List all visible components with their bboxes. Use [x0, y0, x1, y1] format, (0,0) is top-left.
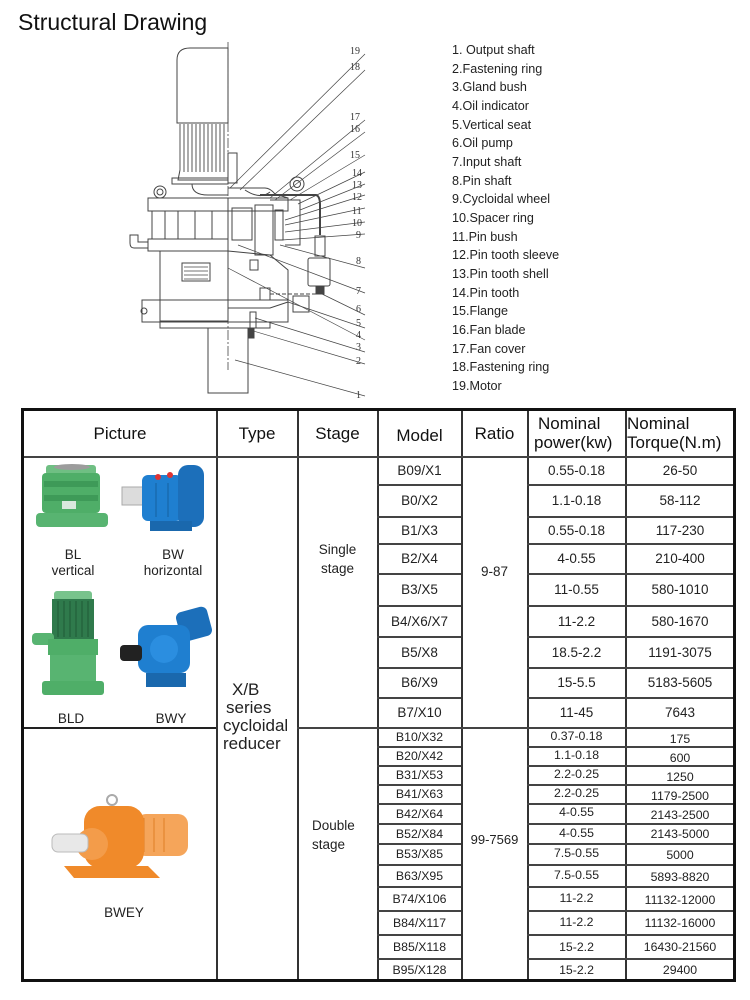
svg-text:3: 3 — [356, 342, 361, 353]
header-type: Type — [238, 423, 276, 443]
model-cell: B0/X2 — [401, 493, 438, 508]
header-ratio: Ratio — [474, 423, 515, 443]
power-cell: 7.5-0.55 — [553, 846, 600, 860]
bld-reducer-image — [28, 589, 108, 707]
svg-text:9: 9 — [356, 230, 361, 241]
svg-text:12: 12 — [352, 192, 362, 203]
page-title: Structural Drawing — [18, 9, 208, 35]
svg-text:13: 13 — [352, 180, 362, 191]
ratio-double: 99-7569 — [470, 831, 519, 847]
model-cell: B53/X85 — [395, 847, 444, 861]
torque-cell: 26-50 — [662, 462, 698, 478]
model-cell: B3/X5 — [401, 582, 438, 597]
bwey-reducer-image — [44, 786, 204, 896]
torque-cell: 600 — [669, 751, 691, 765]
bl-label: BL vertical — [51, 547, 95, 578]
model-cell: B4/X6/X7 — [390, 613, 449, 629]
torque-cell: 1250 — [666, 770, 694, 784]
torque-cell: 1179-2500 — [651, 789, 709, 803]
torque-cell: 58-112 — [659, 493, 701, 508]
svg-text:6: 6 — [356, 304, 361, 315]
power-cell: 1.1-0.18 — [551, 493, 602, 508]
part-item: 19.Motor — [452, 378, 502, 393]
model-cell: B20/X42 — [395, 749, 444, 763]
model-cell: B5/X8 — [401, 644, 438, 660]
part-item: 10.Spacer ring — [452, 210, 534, 225]
svg-text:15: 15 — [350, 150, 360, 161]
part-item: 18.Fastening ring — [452, 360, 550, 375]
part-item: 1. Output shaft — [452, 43, 535, 57]
model-cell: B84/X117 — [392, 915, 447, 930]
svg-text:10: 10 — [352, 218, 362, 229]
bld-label: BLD — [57, 711, 85, 726]
svg-text:8: 8 — [356, 256, 361, 267]
power-cell: 0.55-0.18 — [547, 522, 606, 538]
power-cell: 4-0.55 — [557, 551, 596, 566]
stage-double: Double stage — [312, 818, 355, 852]
power-cell: 15-5.5 — [557, 675, 596, 690]
power-cell: 4-0.55 — [559, 826, 594, 840]
svg-text:4: 4 — [356, 330, 361, 341]
torque-cell: 1191-3075 — [648, 644, 712, 660]
power-cell: 0.37-0.18 — [550, 729, 603, 743]
part-item: 12.Pin tooth sleeve — [452, 248, 560, 263]
svg-text:2: 2 — [356, 356, 361, 367]
part-item: 16.Fan blade — [452, 322, 526, 337]
header-model: Model — [396, 425, 443, 445]
header-torque: Nominal Torque(N.m) — [627, 414, 722, 452]
torque-cell: 117-230 — [655, 522, 705, 538]
power-cell: 1.1-0.18 — [553, 748, 600, 762]
part-item: 3.Gland bush — [452, 80, 527, 95]
power-cell: 15-2.2 — [559, 962, 594, 977]
bwy-reducer-image — [116, 601, 216, 701]
part-item: 17.Fan cover — [452, 341, 526, 356]
stage-single: Single stage — [318, 542, 357, 576]
parts-list — [452, 41, 559, 395]
model-cell: B42/X64 — [395, 806, 444, 821]
bw-label: BW horizontal — [143, 547, 203, 578]
torque-cell: 5893-8820 — [650, 869, 710, 884]
torque-cell: 29400 — [662, 962, 698, 977]
torque-cell: 16430-21560 — [643, 939, 717, 954]
power-cell: 18.5-2.2 — [551, 644, 602, 660]
model-cell: B09/X1 — [397, 462, 442, 478]
part-item: 5.Vertical seat — [452, 117, 532, 132]
power-cell: 11-0.55 — [554, 582, 599, 597]
power-cell: 7.5-0.55 — [553, 868, 600, 882]
torque-cell: 5183-5605 — [647, 675, 713, 690]
structural-drawing — [120, 40, 380, 402]
spec-table — [21, 408, 736, 982]
model-cell: B2/X4 — [401, 551, 438, 566]
torque-cell: 5000 — [666, 848, 694, 862]
power-cell: 15-2.2 — [559, 939, 594, 954]
torque-cell: 580-1010 — [651, 582, 709, 597]
model-cell: B31/X53 — [395, 768, 444, 782]
power-cell: 4-0.55 — [559, 805, 594, 819]
svg-text:7: 7 — [356, 286, 361, 297]
torque-cell: 2143-2500 — [650, 808, 710, 822]
svg-text:11: 11 — [352, 206, 362, 217]
part-item: 7.Input shaft — [452, 154, 522, 169]
power-cell: 11-2.2 — [559, 891, 594, 905]
part-item: 15.Flange — [452, 304, 509, 319]
divider — [297, 727, 733, 729]
power-cell: 11-2.2 — [557, 613, 596, 629]
part-item: 6.Oil pump — [452, 136, 513, 151]
model-cell: B41/X63 — [395, 787, 444, 801]
power-cell: 11-45 — [559, 705, 594, 720]
model-cell: B85/X118 — [392, 939, 447, 954]
torque-cell: 580-1670 — [651, 613, 709, 629]
torque-cell: 210-400 — [655, 551, 705, 566]
model-cell: B1/X3 — [401, 522, 438, 538]
torque-cell: 2143-5000 — [650, 827, 710, 841]
divider — [297, 411, 299, 979]
svg-text:16: 16 — [350, 124, 360, 135]
model-cell: B52/X84 — [395, 826, 444, 841]
svg-text:18: 18 — [350, 62, 360, 73]
part-item: 14.Pin tooth — [452, 285, 520, 300]
header-power: Nominal power(kw) — [534, 414, 613, 452]
part-item: 13.Pin tooth shell — [452, 266, 549, 281]
model-cell: B6/X9 — [401, 675, 438, 690]
divider — [461, 411, 463, 979]
part-item: 8.Pin shaft — [452, 173, 512, 188]
model-cell: B10/X32 — [395, 730, 444, 744]
torque-cell: 175 — [669, 732, 691, 746]
part-item: 4.Oil indicator — [452, 98, 529, 113]
model-cell: B74/X106 — [392, 891, 447, 906]
model-cell: B63/X95 — [395, 868, 444, 883]
header-stage: Stage — [315, 423, 360, 443]
svg-text:14: 14 — [352, 168, 362, 179]
torque-cell: 11132-12000 — [644, 892, 716, 907]
bwey-label: BWEY — [104, 905, 144, 920]
svg-text:1: 1 — [356, 390, 361, 401]
power-cell: 11-2.2 — [559, 915, 594, 929]
part-item: 9.Cycloidal wheel — [452, 192, 551, 207]
type-cell: X/B series cycloidal reducer — [223, 680, 289, 753]
bw-horizontal-reducer-image — [120, 459, 210, 539]
part-item: 2.Fastening ring — [452, 61, 543, 76]
part-item: 11.Pin bush — [452, 229, 518, 244]
power-cell: 2.2-0.25 — [553, 786, 600, 800]
divider — [24, 727, 216, 729]
power-cell: 0.55-0.18 — [547, 462, 606, 478]
header-picture: Picture — [93, 423, 147, 443]
ratio-single: 9-87 — [480, 563, 509, 579]
torque-cell: 7643 — [664, 705, 696, 720]
torque-cell: 11132-16000 — [644, 915, 716, 930]
model-cell: B95/X128 — [392, 962, 447, 977]
power-cell: 2.2-0.25 — [553, 767, 600, 781]
svg-text:19: 19 — [350, 46, 360, 57]
bwy-label: BWY — [155, 711, 187, 726]
model-cell: B7/X10 — [397, 705, 442, 720]
svg-text:5: 5 — [356, 318, 361, 329]
svg-text:17: 17 — [350, 112, 360, 123]
bl-vertical-reducer-image — [32, 461, 112, 541]
